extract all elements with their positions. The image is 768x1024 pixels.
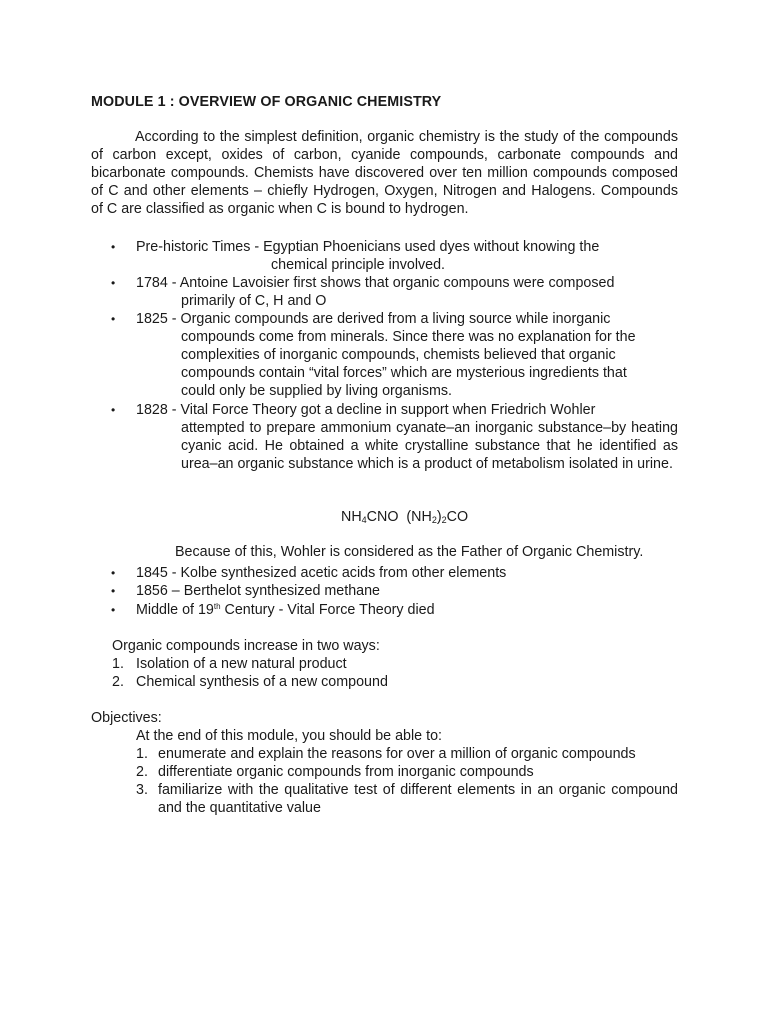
bullet-continuation: chemical principle involved. [271,257,446,273]
increase-heading: Organic compounds increase in two ways: [112,638,380,654]
list-item [112,655,347,673]
bullet-text: Middle of 19th Century - Vital Force Theory died [136,602,435,618]
bullet-continuation: compounds come from minerals. Since there was no explanation for the complexities of inorganic compounds, chemists believed that organic compounds contain “vital forces” which are mysterious ingredients that could only be supplied by living organisms. [181,329,636,399]
bullet-icon: • [111,276,116,290]
list-text: enumerate and explain the reasons for over a million of organic compounds [158,746,636,762]
intro-paragraph: According to the simplest definition, organic chemistry is the study of the compounds of carbon except, oxides of carbon, cyanide compounds, carbonate compounds and bicarbonate compounds. Chemists have discovered over ten million compounds composed of C and other elements – chiefly Hydrogen, Oxygen, Nitrogen and Halogens. Compounds of C are classified as organic when C is bound to hydrogen. [91,129,678,217]
bullet-icon: • [111,240,116,254]
list-item [136,745,636,763]
list-number: 3. [136,782,148,798]
bullet-text: 1856 – Berthelot synthesized methane [136,583,381,599]
bullet-icon: • [111,312,116,326]
module-title: MODULE 1 : OVERVIEW OF ORGANIC CHEMISTRY [91,94,442,110]
list-number: 1. [136,746,148,762]
objectives-heading: Objectives: [91,710,162,726]
bullet-text: 1825 - Organic compounds are derived from a living source while inorganic [136,311,611,327]
list-text: Chemical synthesis of a new compound [136,674,388,690]
bullet-icon: • [111,403,116,417]
list-item [136,763,534,781]
list-text: Isolation of a new natural product [136,656,347,672]
bullet-icon: • [111,603,116,617]
chemical-formula: $NH_4CNO$ $(NH_2)_2CO$ [341,509,469,525]
bullet-icon: • [111,584,116,598]
list-text: familiarize with the qualitative test of different elements in an organic compound and the quantitative value [158,782,678,816]
list-text: differentiate organic compounds from inorganic compounds [158,764,534,780]
bullet-continuation: primarily of C, H and O [181,293,327,309]
bullet-icon: • [111,566,116,580]
list-number: 2. [112,674,124,690]
bullet-text: 1845 - Kolbe synthesized acetic acids from other elements [136,565,507,581]
objectives-intro: At the end of this module, you should be able to: [136,728,443,744]
list-item [112,673,388,691]
bullet-continuation: attempted to prepare ammonium cyanate–an inorganic substance–by heating cyanic acid. He obtained a white crystalline substance that he identified as urea–an organic substance which is a product of metabolism isolated in urine. [181,420,678,472]
list-item [136,781,678,817]
bullet-text: 1784 - Antoine Lavoisier first shows that organic compouns were composed [136,275,615,291]
father-statement: Because of this, Wohler is considered as the Father of Organic Chemistry. [175,544,644,560]
list-number: 1. [112,656,124,672]
bullet-text: 1828 - Vital Force Theory got a decline in support when Friedrich Wohler [136,402,596,418]
bullet-text: Pre-historic Times - Egyptian Phoenicians used dyes without knowing the [136,239,600,255]
list-number: 2. [136,764,148,780]
